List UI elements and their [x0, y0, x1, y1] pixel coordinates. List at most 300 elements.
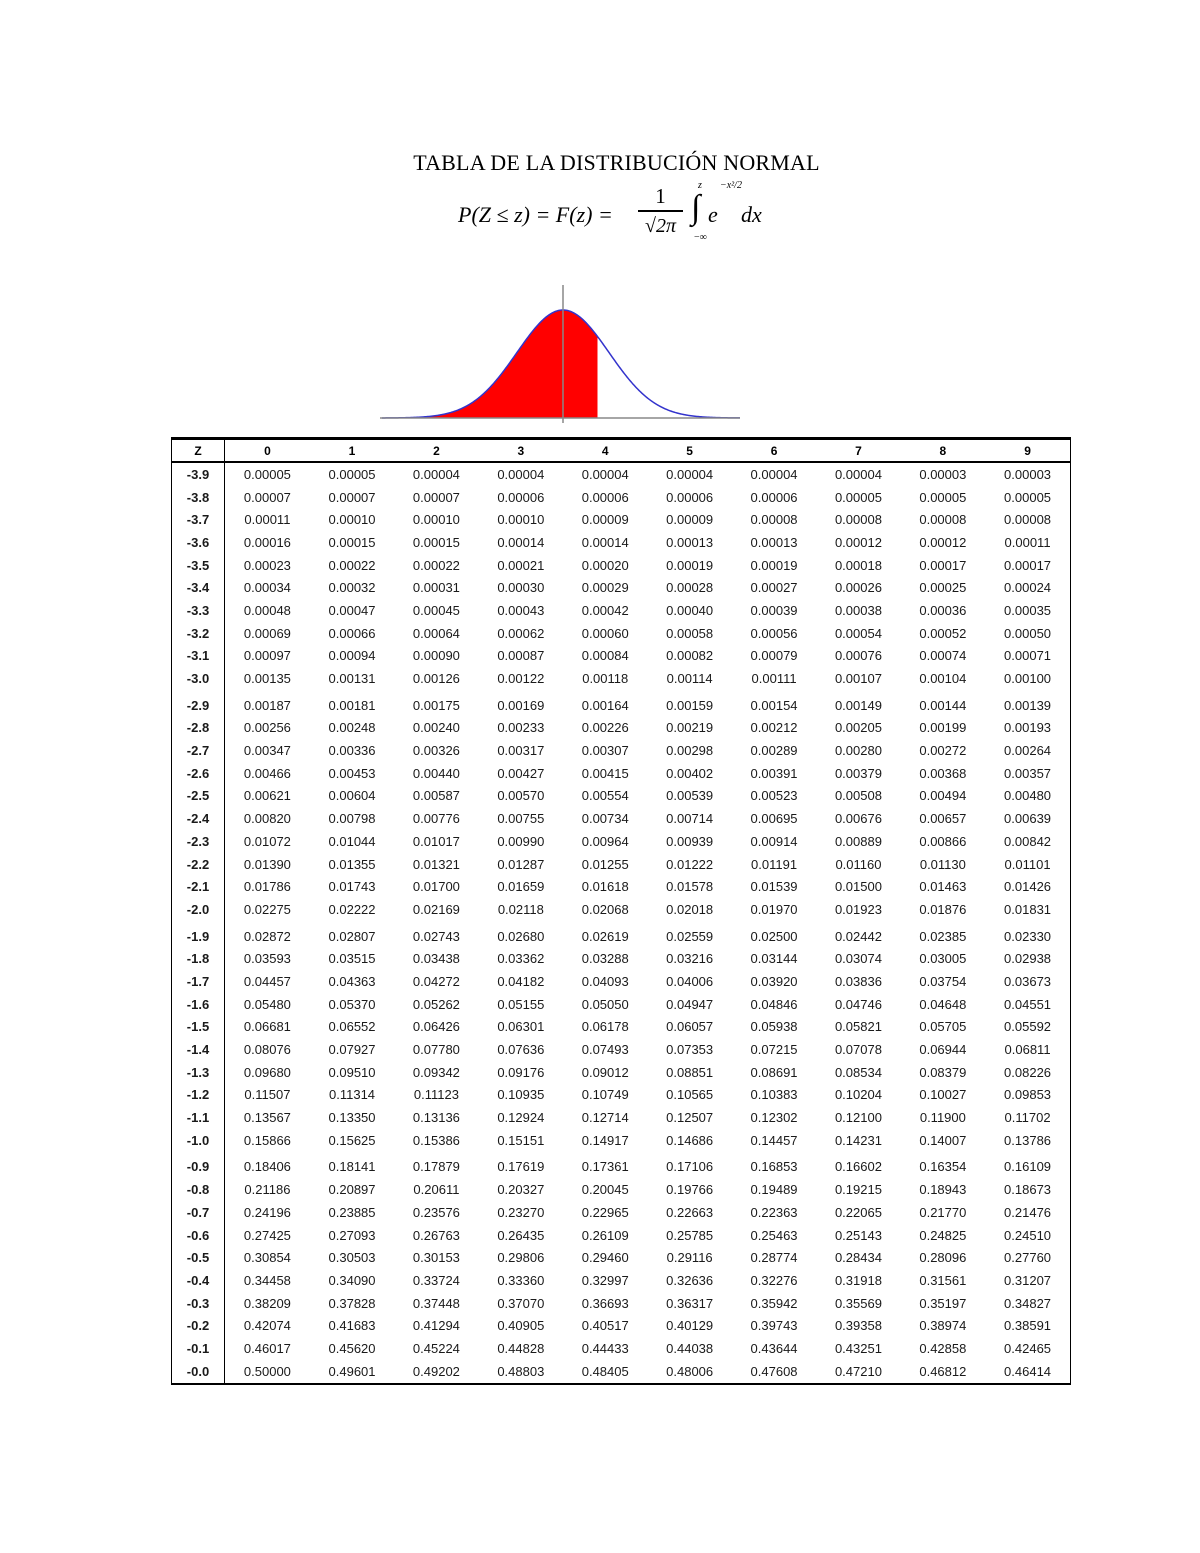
probability-cell: 0.29806 — [497, 1250, 545, 1266]
table-row — [172, 898, 1071, 921]
probability-cell: 0.00058 — [666, 625, 714, 641]
probability-cell: 0.00676 — [834, 811, 882, 827]
probability-cell: 0.49202 — [412, 1363, 460, 1379]
probability-cell: 0.07927 — [328, 1042, 376, 1058]
probability-cell: 0.11123 — [413, 1087, 459, 1103]
probability-cell: 0.46017 — [243, 1340, 291, 1356]
probability-cell: 0.09176 — [497, 1064, 545, 1080]
formula-base: e — [708, 202, 718, 227]
probability-cell: 0.02118 — [497, 901, 544, 917]
probability-cell: 0.19489 — [750, 1182, 798, 1198]
probability-cell: 0.12302 — [750, 1110, 798, 1126]
probability-cell: 0.46812 — [919, 1363, 967, 1379]
probability-cell: 0.14917 — [581, 1132, 629, 1148]
probability-cell: 0.06811 — [1004, 1042, 1051, 1058]
probability-cell: 0.03362 — [497, 951, 545, 967]
probability-cell: 0.02330 — [1004, 928, 1052, 944]
probability-cell: 0.02068 — [581, 901, 629, 917]
probability-cell: 0.04006 — [666, 973, 714, 989]
probability-cell: 0.40129 — [666, 1318, 714, 1334]
probability-cell: 0.01222 — [666, 856, 714, 872]
probability-cell: 0.06681 — [243, 1019, 291, 1035]
probability-cell: 0.00036 — [919, 602, 967, 618]
cdf-formula — [458, 180, 788, 255]
table-row — [172, 921, 1071, 948]
probability-cell: 0.02872 — [243, 928, 291, 944]
probability-cell: 0.14457 — [750, 1132, 798, 1148]
probability-cell: 0.00009 — [666, 512, 714, 528]
z-value-cell: -1.9 — [172, 921, 225, 948]
probability-cell: 0.00028 — [666, 580, 714, 596]
probability-cell: 0.00154 — [750, 697, 798, 713]
probability-cell: 0.00008 — [1004, 512, 1052, 528]
probability-cell: 0.00013 — [750, 534, 798, 550]
probability-cell: 0.03593 — [243, 951, 291, 967]
probability-cell: 0.34458 — [243, 1272, 291, 1288]
z-value-cell: -1.6 — [172, 993, 225, 1016]
probability-cell: 0.00298 — [666, 743, 714, 759]
probability-cell: 0.43251 — [834, 1340, 882, 1356]
probability-cell: 0.00004 — [581, 466, 629, 482]
formula-lhs: P(Z ≤ z) = F(z) = — [458, 202, 613, 227]
table-row — [172, 1246, 1071, 1269]
probability-cell: 0.01426 — [1004, 879, 1052, 895]
probability-cell: 0.03515 — [328, 951, 376, 967]
column-header: 7 — [816, 439, 900, 463]
z-value-cell: -1.5 — [172, 1016, 225, 1039]
probability-cell: 0.01191 — [751, 856, 798, 872]
probability-cell: 0.17361 — [581, 1159, 629, 1175]
probability-cell: 0.00025 — [919, 580, 967, 596]
probability-cell: 0.00069 — [243, 625, 291, 641]
z-value-cell: -3.5 — [172, 554, 225, 577]
probability-cell: 0.00639 — [1004, 811, 1052, 827]
probability-cell: 0.40905 — [497, 1318, 545, 1334]
probability-cell: 0.00347 — [243, 743, 291, 759]
probability-cell: 0.01876 — [919, 901, 967, 917]
probability-cell: 0.00307 — [581, 743, 629, 759]
probability-cell: 0.00048 — [243, 602, 291, 618]
probability-cell: 0.01700 — [412, 879, 460, 895]
probability-cell: 0.01160 — [835, 856, 882, 872]
probability-cell: 0.35942 — [750, 1295, 798, 1311]
table-row — [172, 1038, 1071, 1061]
probability-cell: 0.18943 — [919, 1182, 967, 1198]
probability-cell: 0.24825 — [919, 1227, 967, 1243]
probability-cell: 0.23885 — [328, 1204, 376, 1220]
column-header: 1 — [310, 439, 394, 463]
probability-cell: 0.00007 — [243, 489, 291, 505]
probability-cell: 0.03836 — [834, 973, 882, 989]
probability-cell: 0.43644 — [750, 1340, 798, 1356]
probability-cell: 0.00427 — [497, 765, 545, 781]
z-value-cell: -2.5 — [172, 785, 225, 808]
probability-cell: 0.27425 — [243, 1227, 291, 1243]
probability-cell: 0.01321 — [412, 856, 460, 872]
probability-cell: 0.00402 — [666, 765, 714, 781]
probability-cell: 0.11702 — [1004, 1110, 1051, 1126]
probability-cell: 0.00820 — [243, 811, 291, 827]
probability-cell: 0.04457 — [243, 973, 291, 989]
probability-cell: 0.02619 — [581, 928, 629, 944]
probability-cell: 0.04363 — [328, 973, 376, 989]
probability-cell: 0.06301 — [497, 1019, 545, 1035]
probability-cell: 0.08379 — [919, 1064, 967, 1080]
probability-cell: 0.00219 — [666, 720, 714, 736]
probability-cell: 0.03288 — [581, 951, 629, 967]
probability-cell: 0.00212 — [750, 720, 798, 736]
probability-cell: 0.10204 — [834, 1087, 882, 1103]
probability-cell: 0.09680 — [243, 1064, 291, 1080]
table-row — [172, 1152, 1071, 1179]
z-value-cell: -3.4 — [172, 576, 225, 599]
probability-cell: 0.01044 — [328, 833, 376, 849]
probability-cell: 0.00939 — [666, 833, 714, 849]
probability-cell: 0.19766 — [666, 1182, 714, 1198]
probability-cell: 0.00131 — [328, 671, 376, 687]
probability-cell: 0.31561 — [919, 1272, 967, 1288]
probability-cell: 0.25785 — [666, 1227, 714, 1243]
formula-differential: dx — [741, 202, 762, 227]
probability-cell: 0.30854 — [243, 1250, 291, 1266]
probability-cell: 0.00126 — [412, 671, 460, 687]
probability-cell: 0.01923 — [834, 901, 882, 917]
probability-cell: 0.07493 — [581, 1042, 629, 1058]
probability-cell: 0.00045 — [412, 602, 460, 618]
table-row — [172, 1360, 1071, 1384]
probability-cell: 0.01539 — [750, 879, 798, 895]
probability-cell: 0.00554 — [581, 788, 629, 804]
column-header: 5 — [647, 439, 731, 463]
probability-cell: 0.00004 — [834, 466, 882, 482]
table-row — [172, 947, 1071, 970]
probability-cell: 0.09012 — [581, 1064, 629, 1080]
probability-cell: 0.00029 — [581, 580, 629, 596]
probability-cell: 0.00187 — [243, 697, 291, 713]
table-row — [172, 1106, 1071, 1129]
probability-cell: 0.21770 — [919, 1204, 967, 1220]
probability-cell: 0.00015 — [412, 534, 460, 550]
probability-cell: 0.00159 — [666, 697, 714, 713]
probability-cell: 0.02385 — [919, 928, 967, 944]
table-row — [172, 1224, 1071, 1247]
column-header: 6 — [732, 439, 816, 463]
probability-cell: 0.02938 — [1004, 951, 1052, 967]
table-row — [172, 807, 1071, 830]
probability-cell: 0.33360 — [497, 1272, 545, 1288]
probability-cell: 0.13136 — [412, 1110, 460, 1126]
probability-cell: 0.04846 — [750, 996, 798, 1012]
probability-cell: 0.06552 — [328, 1019, 376, 1035]
probability-cell: 0.00011 — [244, 512, 291, 528]
table-row — [172, 576, 1071, 599]
probability-cell: 0.00038 — [834, 602, 882, 618]
probability-cell: 0.00017 — [1004, 557, 1052, 573]
probability-cell: 0.00056 — [750, 625, 798, 641]
probability-cell: 0.02442 — [834, 928, 882, 944]
probability-cell: 0.08076 — [243, 1042, 291, 1058]
probability-cell: 0.00005 — [1004, 489, 1052, 505]
probability-cell: 0.11314 — [329, 1087, 376, 1103]
probability-cell: 0.00570 — [497, 788, 545, 804]
probability-cell: 0.00336 — [328, 743, 376, 759]
column-header: 8 — [901, 439, 985, 463]
probability-cell: 0.24196 — [243, 1204, 291, 1220]
probability-cell: 0.04182 — [497, 973, 545, 989]
probability-cell: 0.00020 — [581, 557, 629, 573]
probability-cell: 0.28774 — [750, 1250, 798, 1266]
probability-cell: 0.03754 — [919, 973, 967, 989]
table-row — [172, 1084, 1071, 1107]
table-row — [172, 717, 1071, 740]
probability-cell: 0.05480 — [243, 996, 291, 1012]
probability-cell: 0.00062 — [497, 625, 545, 641]
probability-cell: 0.01500 — [834, 879, 882, 895]
probability-cell: 0.02680 — [497, 928, 545, 944]
probability-cell: 0.00256 — [243, 720, 291, 736]
probability-cell: 0.00135 — [243, 671, 291, 687]
probability-cell: 0.00175 — [412, 697, 460, 713]
z-value-cell: -2.8 — [172, 717, 225, 740]
z-value-cell: -3.6 — [172, 531, 225, 554]
probability-cell: 0.15151 — [497, 1132, 545, 1148]
probability-cell: 0.36693 — [581, 1295, 629, 1311]
probability-cell: 0.05592 — [1004, 1019, 1052, 1035]
probability-cell: 0.03438 — [412, 951, 460, 967]
probability-cell: 0.00205 — [834, 720, 882, 736]
probability-cell: 0.00289 — [750, 743, 798, 759]
z-value-cell: -0.6 — [172, 1224, 225, 1247]
table-row — [172, 599, 1071, 622]
formula-numerator: 1 — [655, 184, 666, 208]
probability-cell: 0.00094 — [328, 648, 376, 664]
probability-cell: 0.27093 — [328, 1227, 376, 1243]
probability-cell: 0.00087 — [497, 648, 545, 664]
probability-cell: 0.02018 — [666, 901, 714, 917]
probability-cell: 0.00523 — [750, 788, 798, 804]
probability-cell: 0.28434 — [834, 1250, 882, 1266]
probability-cell: 0.00005 — [243, 466, 291, 482]
probability-cell: 0.00842 — [1004, 833, 1052, 849]
table-row — [172, 462, 1071, 486]
probability-cell: 0.00007 — [412, 489, 460, 505]
probability-cell: 0.00604 — [328, 788, 376, 804]
probability-cell: 0.50000 — [243, 1363, 291, 1379]
table-row — [172, 993, 1071, 1016]
probability-cell: 0.00144 — [919, 697, 967, 713]
z-value-cell: -3.2 — [172, 622, 225, 645]
probability-cell: 0.11507 — [244, 1087, 291, 1103]
probability-cell: 0.17879 — [412, 1159, 460, 1175]
probability-cell: 0.49601 — [328, 1363, 376, 1379]
probability-cell: 0.06944 — [919, 1042, 967, 1058]
z-value-cell: -0.5 — [172, 1246, 225, 1269]
probability-cell: 0.01618 — [581, 879, 629, 895]
probability-cell: 0.02169 — [412, 901, 460, 917]
probability-cell: 0.00004 — [750, 466, 798, 482]
probability-cell: 0.28096 — [919, 1250, 967, 1266]
integral-upper-limit: z — [698, 180, 702, 191]
table-row — [172, 486, 1071, 509]
probability-cell: 0.00005 — [919, 489, 967, 505]
probability-cell: 0.00248 — [328, 720, 376, 736]
formula-exponent: −x²/2 — [720, 180, 742, 191]
probability-cell: 0.21186 — [244, 1182, 291, 1198]
probability-cell: 0.00494 — [919, 788, 967, 804]
probability-cell: 0.00657 — [919, 811, 967, 827]
table-row — [172, 853, 1071, 876]
table-row — [172, 1314, 1071, 1337]
probability-cell: 0.44038 — [666, 1340, 714, 1356]
table-row — [172, 1178, 1071, 1201]
probability-cell: 0.00027 — [750, 580, 798, 596]
header-row — [172, 439, 1071, 463]
probability-cell: 0.14686 — [666, 1132, 714, 1148]
probability-cell: 0.00264 — [1004, 743, 1052, 759]
table-row — [172, 645, 1071, 668]
table-row — [172, 1269, 1071, 1292]
probability-cell: 0.05050 — [581, 996, 629, 1012]
probability-cell: 0.08851 — [666, 1064, 714, 1080]
probability-cell: 0.00039 — [750, 602, 798, 618]
probability-cell: 0.00379 — [834, 765, 882, 781]
probability-cell: 0.26109 — [581, 1227, 629, 1243]
table-row — [172, 762, 1071, 785]
probability-cell: 0.00317 — [497, 743, 545, 759]
probability-cell: 0.01786 — [243, 879, 291, 895]
probability-cell: 0.05370 — [328, 996, 376, 1012]
table-row — [172, 1292, 1071, 1315]
table-row — [172, 531, 1071, 554]
probability-cell: 0.05262 — [412, 996, 460, 1012]
probability-cell: 0.16109 — [1004, 1159, 1052, 1175]
z-value-cell: -3.7 — [172, 508, 225, 531]
probability-cell: 0.37828 — [328, 1295, 376, 1311]
probability-cell: 0.00004 — [412, 466, 460, 482]
probability-cell: 0.00018 — [834, 557, 882, 573]
probability-cell: 0.00082 — [666, 648, 714, 664]
probability-cell: 0.07078 — [834, 1042, 882, 1058]
probability-cell: 0.00019 — [666, 557, 714, 573]
z-value-cell: -0.9 — [172, 1152, 225, 1179]
probability-cell: 0.00621 — [243, 788, 291, 804]
probability-cell: 0.00776 — [412, 811, 460, 827]
probability-cell: 0.23576 — [412, 1204, 460, 1220]
probability-cell: 0.15386 — [412, 1132, 460, 1148]
column-header: 0 — [225, 439, 310, 463]
probability-cell: 0.00114 — [666, 671, 713, 687]
probability-cell: 0.03144 — [750, 951, 798, 967]
probability-cell: 0.29460 — [581, 1250, 629, 1266]
formula-denominator: √2π — [645, 214, 676, 237]
probability-cell: 0.11900 — [919, 1110, 966, 1126]
probability-cell: 0.00508 — [834, 788, 882, 804]
table-row — [172, 554, 1071, 577]
formula-fraction — [638, 183, 683, 239]
normal-curve-figure — [380, 283, 745, 428]
probability-cell: 0.02743 — [412, 928, 460, 944]
probability-cell: 0.33724 — [412, 1272, 460, 1288]
probability-cell: 0.38209 — [243, 1295, 291, 1311]
probability-cell: 0.00074 — [919, 648, 967, 664]
probability-cell: 0.00149 — [834, 697, 882, 713]
probability-cell: 0.39358 — [834, 1318, 882, 1334]
probability-cell: 0.00006 — [666, 489, 714, 505]
probability-cell: 0.03216 — [666, 951, 714, 967]
probability-cell: 0.44828 — [497, 1340, 545, 1356]
probability-cell: 0.01659 — [497, 879, 545, 895]
probability-cell: 0.00453 — [328, 765, 376, 781]
z-value-cell: -1.8 — [172, 947, 225, 970]
probability-cell: 0.00017 — [919, 557, 967, 573]
z-value-cell: -3.9 — [172, 462, 225, 486]
probability-cell: 0.01255 — [581, 856, 629, 872]
column-header: 4 — [563, 439, 647, 463]
probability-cell: 0.00005 — [834, 489, 882, 505]
probability-cell: 0.29116 — [666, 1250, 713, 1266]
probability-cell: 0.22965 — [581, 1204, 629, 1220]
probability-cell: 0.00035 — [1004, 602, 1052, 618]
probability-cell: 0.07353 — [666, 1042, 714, 1058]
z-value-cell: -2.0 — [172, 898, 225, 921]
probability-cell: 0.00071 — [1004, 648, 1052, 664]
probability-cell: 0.38591 — [1004, 1318, 1052, 1334]
probability-cell: 0.00032 — [328, 580, 376, 596]
probability-cell: 0.01287 — [497, 856, 545, 872]
z-value-cell: -3.0 — [172, 667, 225, 690]
probability-cell: 0.05155 — [497, 996, 545, 1012]
probability-cell: 0.00466 — [243, 765, 291, 781]
table-row — [172, 785, 1071, 808]
probability-cell: 0.00368 — [919, 765, 967, 781]
probability-cell: 0.00015 — [328, 534, 376, 550]
probability-cell: 0.00006 — [581, 489, 629, 505]
probability-cell: 0.00014 — [497, 534, 545, 550]
z-value-cell: -0.2 — [172, 1314, 225, 1337]
z-value-cell: -0.3 — [172, 1292, 225, 1315]
probability-cell: 0.04093 — [581, 973, 629, 989]
z-value-cell: -3.8 — [172, 486, 225, 509]
probability-cell: 0.00326 — [412, 743, 460, 759]
column-header: 3 — [479, 439, 563, 463]
probability-cell: 0.15625 — [328, 1132, 376, 1148]
probability-cell: 0.35569 — [834, 1295, 882, 1311]
probability-cell: 0.00010 — [412, 512, 460, 528]
probability-cell: 0.00022 — [328, 557, 376, 573]
probability-cell: 0.00280 — [834, 743, 882, 759]
probability-cell: 0.00169 — [497, 697, 545, 713]
probability-cell: 0.01743 — [328, 879, 376, 895]
probability-cell: 0.04746 — [834, 996, 882, 1012]
probability-cell: 0.06426 — [412, 1019, 460, 1035]
probability-cell: 0.01578 — [666, 879, 714, 895]
probability-cell: 0.02807 — [328, 928, 376, 944]
probability-cell: 0.17619 — [497, 1159, 545, 1175]
probability-cell: 0.03673 — [1004, 973, 1052, 989]
probability-cell: 0.00052 — [919, 625, 967, 641]
probability-cell: 0.00139 — [1004, 697, 1052, 713]
z-value-cell: -3.1 — [172, 645, 225, 668]
table-row — [172, 690, 1071, 717]
probability-cell: 0.00034 — [243, 580, 291, 596]
z-value-cell: -2.6 — [172, 762, 225, 785]
probability-cell: 0.47210 — [834, 1363, 882, 1379]
probability-cell: 0.35197 — [919, 1295, 967, 1311]
probability-cell: 0.00064 — [412, 625, 460, 641]
probability-cell: 0.00021 — [497, 557, 545, 573]
probability-cell: 0.00990 — [497, 833, 545, 849]
probability-cell: 0.00016 — [243, 534, 291, 550]
